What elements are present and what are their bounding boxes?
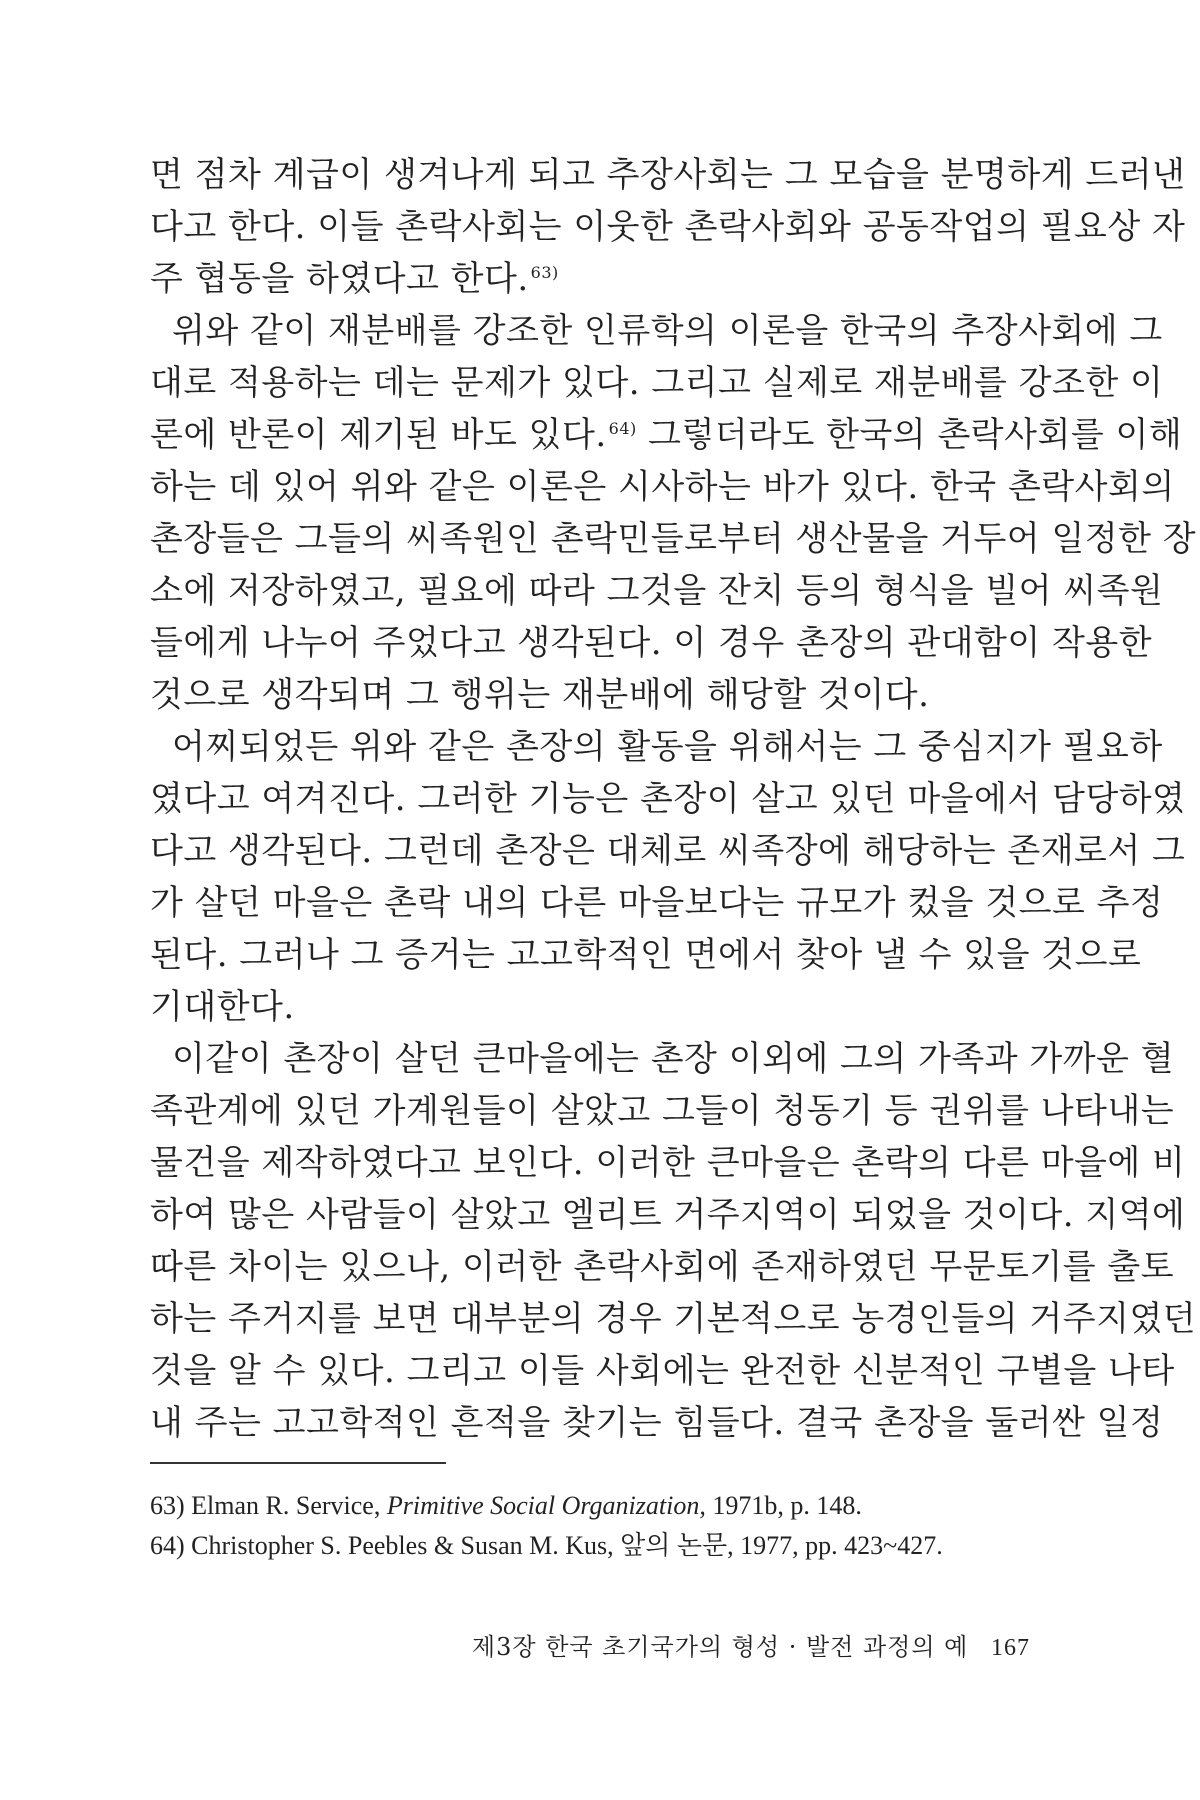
body-line [150,259,559,299]
page-number: 167 [991,1635,1030,1661]
body-line: 된다. 그러나 그 증거는 고고학적인 면에서 찾아 낼 수 있을 것으로 [150,935,1142,975]
body-line: 어찌되었든 위와 같은 촌장의 활동을 위해서는 그 중심지가 필요하 [172,727,1163,767]
body-line: 것을 알 수 있다. 그리고 이들 사회에는 완전한 신분적인 구별을 나타 [150,1351,1175,1391]
body-line: 이같이 촌장이 살던 큰마을에는 촌장 이외에 그의 가족과 가까운 혈 [172,1039,1175,1079]
body-line: 하는 주거지를 보면 대부분의 경우 기본적으로 농경인들의 거주지였던 [150,1299,1197,1339]
body-line: 면 점차 계급이 생겨나게 되고 추장사회는 그 모습을 분명하게 드러낸 [150,155,1186,195]
body-line: 위와 같이 재분배를 강조한 인류학의 이론을 한국의 추장사회에 그 [172,311,1163,351]
footnote-number: 64) [150,1531,185,1560]
body-line: 내 주는 고고학적인 흔적을 찾기는 힘들다. 결국 촌장을 둘러싼 일정 [150,1403,1164,1443]
body-line: 들에게 나누어 주었다고 생각된다. 이 경우 촌장의 관대함이 작용한 [150,623,1153,663]
body-line: 물건을 제작하였다고 보인다. 이러한 큰마을은 촌락의 다른 마을에 비 [150,1143,1186,1183]
footnote-63 [150,1490,862,1522]
body-line [150,415,1182,455]
footnote-detail: 1971b, p. 148. [712,1491,862,1520]
running-footer [472,1632,1030,1663]
body-line: 기대한다. [150,987,295,1027]
body-text: 그렇더라도 한국의 촌락사회를 이해 [648,415,1183,455]
body-line: 하는 데 있어 위와 같은 이론은 시사하는 바가 있다. 한국 촌락사회의 [150,467,1175,507]
footnote-divider [150,1462,446,1464]
body-text: 주 협동을 하였다고 한다. [150,259,529,299]
footnote-title: Primitive Social Organization, [386,1491,706,1520]
body-line: 촌장들은 그들의 씨족원인 촌락민들로부터 생산물을 거두어 일정한 장 [150,519,1197,559]
body-line: 하여 많은 사람들이 살았고 엘리트 거주지역이 되었을 것이다. 지역에 [150,1195,1186,1235]
footnote-64 [150,1530,943,1562]
footnote-ref-64[interactable]: 64) [608,418,637,438]
body-line: 소에 저장하였고, 필요에 따라 그것을 잔치 등의 형식을 빌어 씨족원 [150,571,1164,611]
body-line: 것으로 생각되며 그 행위는 재분배에 해당할 것이다. [150,675,930,715]
footnote-detail: 앞의 논문, 1977, pp. 423~427. [620,1531,943,1560]
body-line: 따른 차이는 있으나, 이러한 촌락사회에 존재하였던 무문토기를 출토 [150,1247,1175,1287]
body-line: 족관계에 있던 가계원들이 살았고 그들이 청동기 등 권위를 나타내는 [150,1091,1175,1131]
footnote-number: 63) [150,1491,185,1520]
body-line: 다고 한다. 이들 촌락사회는 이웃한 촌락사회와 공동작업의 필요상 자 [150,207,1186,247]
footnote-ref-63[interactable]: 63) [530,262,559,282]
footnote-author: Christopher S. Peebles & Susan M. Kus, [191,1531,614,1560]
footnote-author: Elman R. Service, [191,1491,381,1520]
chapter-title: 제3장 한국 초기국가의 형성 · 발전 과정의 예 [471,1633,969,1661]
body-text: 론에 반론이 제기된 바도 있다. [150,415,607,455]
body-line: 였다고 여겨진다. 그러한 기능은 촌장이 살고 있던 마을에서 담당하였 [150,779,1186,819]
body-line: 가 살던 마을은 촌락 내의 다른 마을보다는 규모가 컸을 것으로 추정 [150,883,1164,923]
body-line: 대로 적용하는 데는 문제가 있다. 그리고 실제로 재분배를 강조한 이 [150,363,1164,403]
body-line: 다고 생각된다. 그런데 촌장은 대체로 씨족장에 해당하는 존재로서 그 [150,831,1186,871]
